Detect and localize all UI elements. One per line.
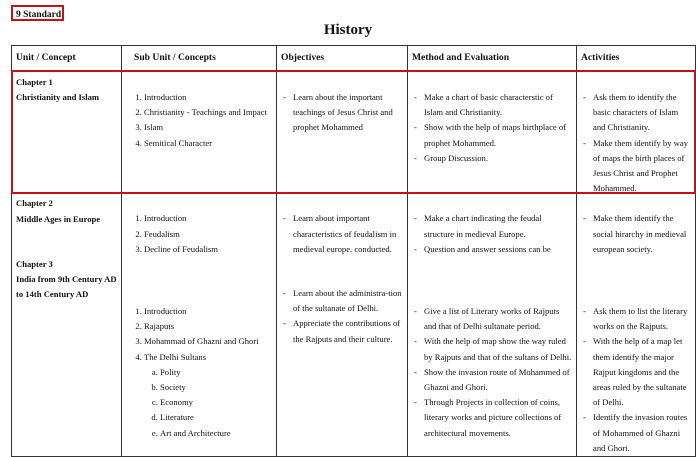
method-cell — [408, 71, 577, 197]
list-item: - Learn about the administra-tion of the sultanate of Delhi. — [281, 286, 403, 316]
method-list — [412, 304, 572, 441]
list-item: 2. Feudalism — [144, 227, 272, 242]
list-item: d. Literature — [160, 410, 272, 425]
list-item: c. Economy — [160, 395, 272, 410]
method-list — [412, 90, 572, 166]
header-method: Method and Evaluation — [408, 46, 577, 71]
header-activities: Activities — [577, 46, 696, 71]
list-item: - Show the invasion route of Mohammed of Ghazni and Ghori. — [412, 365, 572, 395]
list-item: - Learn about important characteristics of feudalism in medieval europe. conducted. — [281, 211, 403, 257]
list-item: 3. Decline of Feudalism — [144, 242, 272, 257]
list-item: 1. Introduction — [144, 90, 272, 105]
list-item: a. Polity — [160, 365, 272, 380]
list-item: - Group Discussion. — [412, 151, 572, 166]
table-row — [12, 71, 696, 197]
list-item: - Identify the invasion routes of Mohammed of Ghazni and Ghori. — [581, 410, 691, 456]
unit-cell — [12, 196, 122, 456]
subunit-list — [126, 90, 272, 151]
subunit-cell — [122, 71, 277, 197]
list-item: 3. Mohammad of Ghazni and Ghori — [144, 334, 272, 349]
syllabus-table — [11, 45, 696, 457]
list-item: - Give a list of Literary works of Rajputs and that of Delhi sultanate period. — [412, 304, 572, 334]
list-item: - Ask them to list the literary works on the Rajputs. — [581, 304, 691, 334]
list-item: - Ask them to identify the basic characters of Islam and Christianity. — [581, 90, 691, 136]
header-subunit: Sub Unit / Concepts — [122, 46, 277, 71]
list-item: e. Art and Architecture — [160, 426, 272, 441]
chapter-number: Chapter 3 — [16, 258, 53, 269]
objectives-cell — [277, 196, 408, 456]
unit-cell — [12, 71, 122, 197]
table-row — [12, 196, 696, 456]
list-item: 2. Rajaputs — [144, 319, 272, 334]
list-item: - Make a chart of basic characterstic of Islam and Christianity. — [412, 90, 572, 120]
list-item: - With the help of a map let them identify the major Rajput kingdoms and the areas ruled by the sultanate of Delhi. — [581, 334, 691, 410]
list-item: 4. Semitical Character — [144, 136, 272, 151]
list-item — [144, 350, 272, 441]
list-item: - With the help of map show the way ruled by Rajputs and that of the sultans of Delhi. — [412, 334, 572, 364]
chapter-name: India from 9th Century AD to 14th Century AD — [16, 274, 117, 300]
activities-list — [581, 90, 691, 196]
subunit-cell — [122, 196, 277, 456]
list-item: - Make them identify the social hirarchy in medieval european society. — [581, 211, 691, 257]
objectives-cell — [277, 71, 408, 197]
subunit-list — [126, 211, 272, 257]
activities-list — [581, 211, 691, 257]
standard-label: 9 Standard — [11, 5, 64, 21]
objectives-list — [281, 90, 403, 136]
list-item: 2. Christianity - Teachings and Impact — [144, 105, 272, 120]
chapter-number: Chapter 2 — [16, 198, 53, 209]
list-item: b. Society — [160, 380, 272, 395]
header-objectives: Objectives — [277, 46, 408, 71]
method-cell — [408, 196, 577, 456]
list-item: - Through Projects in collection of coins, literary works and picture collections of architectural movements. — [412, 395, 572, 441]
subunit-list — [126, 304, 272, 441]
list-item: - Show with the help of maps birthplace of prophet Mohammed. — [412, 120, 572, 150]
list-item: - Make a chart indicating the feudal structure in medieval Europe. — [412, 211, 572, 241]
page-title: History — [323, 22, 373, 38]
list-item: 1. Introduction — [144, 211, 272, 226]
list-item: - Question and answer sessions can be — [412, 242, 572, 257]
list-item: 3. Islam — [144, 120, 272, 135]
table-header-row — [12, 46, 696, 71]
activities-cell — [577, 196, 696, 456]
list-item: - Make them identify by way of maps the birth places of Jesus Christ and Prophet Mohammed. — [581, 136, 691, 197]
list-item: 1. Introduction — [144, 304, 272, 319]
list-item-label: The Delhi Sultans — [144, 351, 207, 362]
objectives-list — [281, 286, 403, 347]
activities-cell — [577, 71, 696, 197]
objectives-list — [281, 211, 403, 257]
list-item: - Learn about the important teachings of Jesus Christ and prophet Mohammed — [281, 90, 403, 136]
header-unit: Unit / Concept — [12, 46, 122, 71]
list-item: - Appreciate the contributions of the Rajputs and their culture. — [281, 316, 403, 346]
chapter-name: Middle Ages in Europe — [16, 213, 101, 224]
sultans-sublist — [144, 365, 272, 441]
chapter-number: Chapter 1 — [16, 77, 53, 87]
method-list — [412, 211, 572, 257]
activities-list — [581, 304, 691, 456]
chapter-name: Christianity and Islam — [16, 92, 100, 103]
